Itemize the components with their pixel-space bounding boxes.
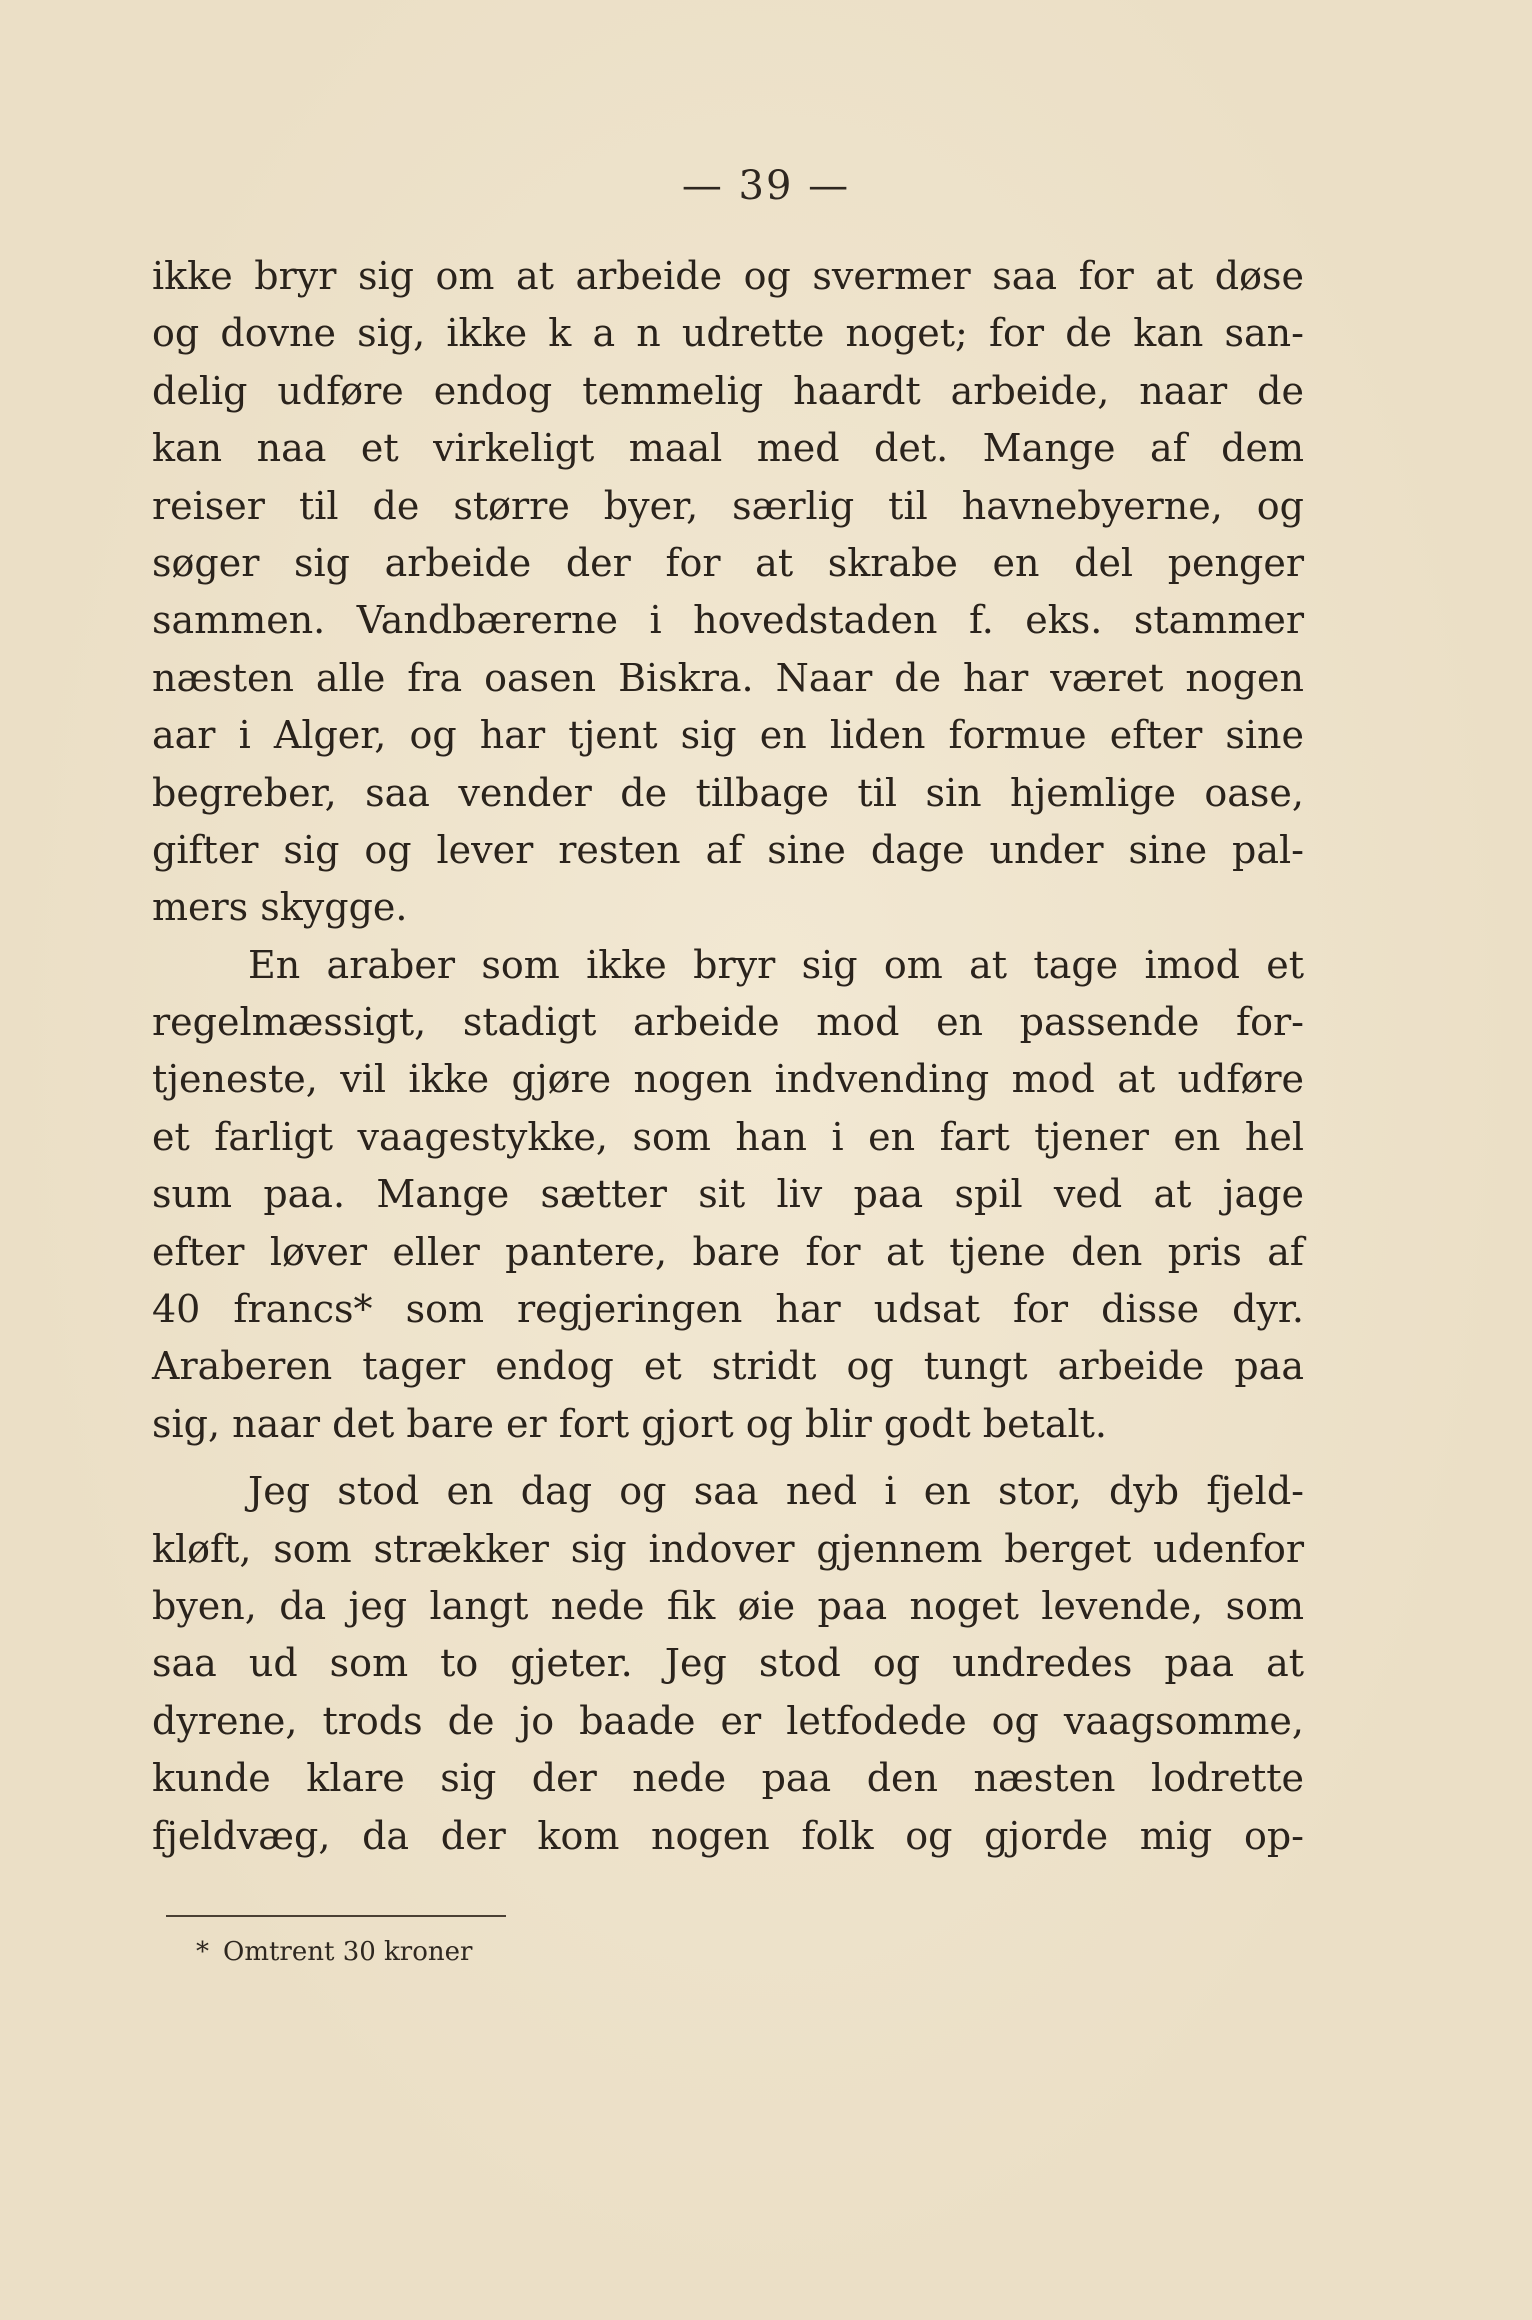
text-line: delig udføre endog temmelig haardt arbeide, naar de [152,368,1304,413]
text-line: kan naa et virkeligt maal med det. Mange af dem [152,426,1304,471]
text-line: gifter sig og lever resten af sine dage under sine pal- [152,827,1304,872]
text-line: søger sig arbeide der for at skrabe en del penger [152,540,1304,585]
footnote [196,1937,472,1967]
text-line: sammen. Vandbærerne i hovedstaden f. eks. stammer [152,598,1304,643]
text-line: regelmæssigt, stadigt arbeide mod en passende for- [152,1000,1304,1045]
body-text [152,248,1304,1865]
text-line: Araberen tager endog et stridt og tungt arbeide paa [152,1344,1304,1389]
text-line: 40 francs* som regjeringen har udsat for disse dyr. [152,1287,1304,1332]
text-line: og dovne sig, ikke k a n udrette noget; for de kan san- [152,311,1304,356]
text-line: Jeg stod en dag og saa ned i en stor, dyb fjeld- [248,1469,1304,1514]
paragraph-spacer [152,1453,1304,1463]
text-line: byen, da jeg langt nede fik øie paa noget levende, som [152,1583,1304,1628]
text-line: aar i Alger, og har tjent sig en liden formue efter sine [152,713,1304,758]
text-line: dyrene, trods de jo baade er letfodede og vaagsomme, [152,1698,1304,1743]
text-line: saa ud som to gjeter. Jeg stod og undredes paa at [152,1641,1304,1686]
text-line: ikke bryr sig om at arbeide og svermer saa for at døse [152,254,1304,298]
footnote-text: Omtrent 30 kroner [223,1937,473,1967]
text-line: efter løver eller pantere, bare for at tjene den pris af [152,1229,1304,1274]
text-line: sig, naar det bare er fort gjort og blir godt betalt. [152,1401,1108,1446]
text-line: reiser til de større byer, særlig til havnebyerne, og [152,483,1304,528]
footnote-mark: * [196,1937,209,1967]
paragraph-1 [152,248,1304,937]
paragraph-3 [152,1463,1304,1865]
text-line: næsten alle fra oasen Biskra. Naar de har været nogen [152,655,1304,700]
page-number: — 39 — [681,163,851,209]
text-line: et farligt vaagestykke, som han i en fart tjener en hel [152,1114,1304,1159]
text-line: tjeneste, vil ikke gjøre nogen indvending mod at udføre [152,1057,1304,1102]
text-line: begreber, saa vender de tilbage til sin hjemlige oase, [152,770,1304,815]
text-line: kunde klare sig der nede paa den næsten lodrette [152,1756,1304,1801]
text-line: fjeldvæg, da der kom nogen folk og gjorde mig op- [152,1813,1304,1858]
text-line: sum paa. Mange sætter sit liv paa spil ved at jage [152,1172,1304,1217]
text-line: kløft, som strækker sig indover gjennem berget udenfor [152,1526,1304,1571]
text-line: mers skygge. [152,885,408,930]
footnote-divider [166,1915,506,1917]
paragraph-2 [152,937,1304,1454]
text-line: En araber som ikke bryr sig om at tage imod et [248,942,1304,987]
